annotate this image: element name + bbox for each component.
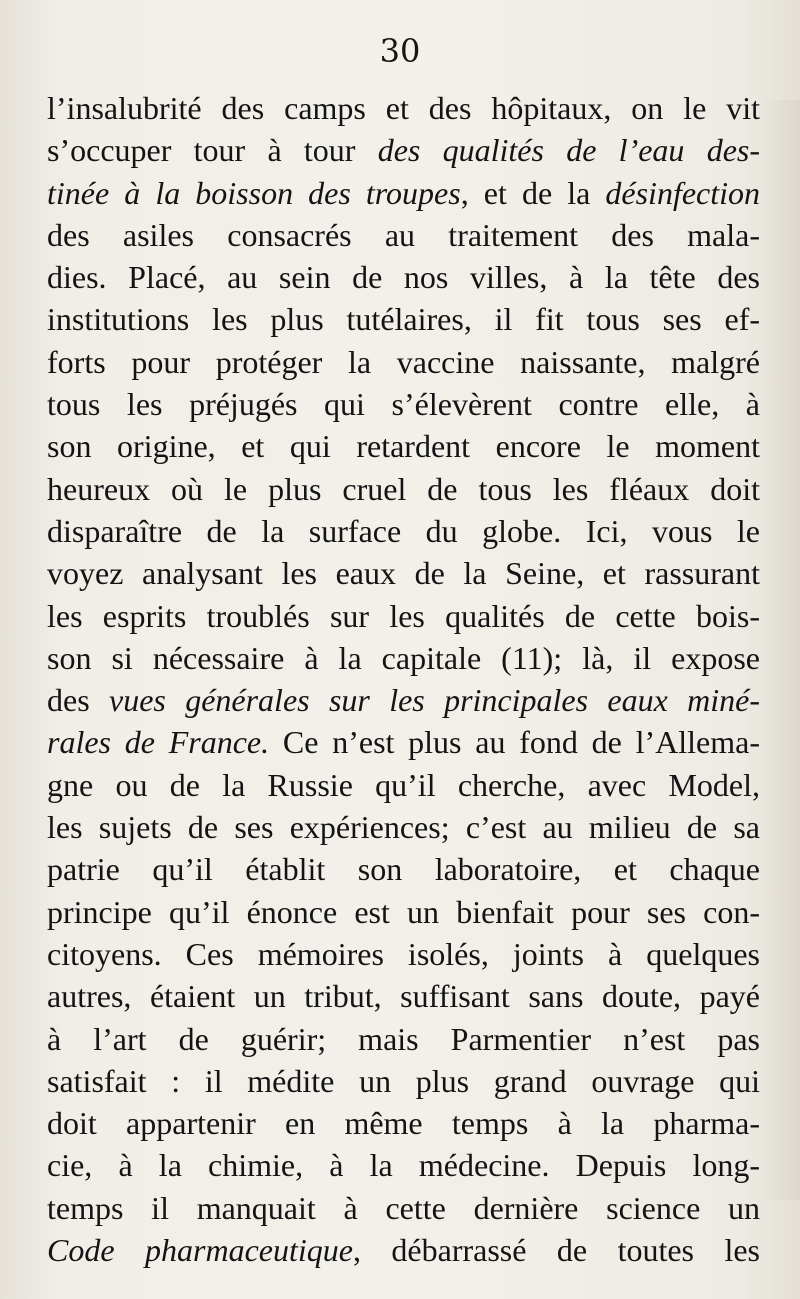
text-line [47,679,760,721]
text-line [47,129,760,171]
text-line [47,1187,760,1229]
italic-text: rales de France. [47,724,270,761]
text-line [47,1102,760,1144]
text-line [47,764,760,806]
text-line [47,933,760,975]
text-segment: , et de la [460,174,606,211]
text-segment: son origine, et qui retardent encore le moment [47,428,760,465]
italic-text: désinfection [605,174,761,211]
text-line [47,721,760,763]
text-line [47,510,760,552]
body-text [47,87,760,1271]
text-segment: , débarrassé de toutes les [352,1232,761,1269]
text-segment: satisfait : il médite un plus grand ouvrage qui [47,1062,760,1099]
italic-text: des qualités de l’eau des- [377,132,761,169]
text-line [47,214,760,256]
text-segment: principe qu’il énonce est un bienfait pour ses con- [47,893,760,930]
text-segment: s’occuper tour à tour [47,132,378,169]
text-line [47,172,760,214]
text-segment: des asiles consacrés au traitement des mala- [47,216,760,253]
text-line [47,425,760,467]
text-line [47,975,760,1017]
text-segment: disparaître de la surface du globe. Ici, vous le [47,512,760,549]
text-segment: institutions les plus tutélaires, il fit tous ses ef- [47,301,760,338]
text-segment: des [47,682,109,719]
text-segment: citoyens. Ces mémoires isolés, joints à quelques [47,935,760,972]
text-segment: forts pour protéger la vaccine naissante, malgré [47,343,760,380]
text-segment: autres, étaient un tribut, suffisant sans doute, payé [47,978,760,1015]
text-line [47,1144,760,1186]
text-segment: heureux où le plus cruel de tous les fléaux doit [47,470,760,507]
text-segment: tous les préjugés qui s’élevèrent contre elle, à [47,386,760,423]
text-segment: à l’art de guérir; mais Parmentier n’est pas [47,1020,760,1057]
page-edge-shadow [760,100,800,1200]
text-line [47,595,760,637]
text-line [47,891,760,933]
text-line [47,1018,760,1060]
text-line [47,341,760,383]
text-segment: les esprits troublés sur les qualités de cette bois- [47,597,760,634]
text-line [47,637,760,679]
text-segment: les sujets de ses expériences; c’est au milieu de sa [47,809,760,846]
page-number: 30 [379,32,421,70]
italic-text: tinée à la boisson des troupes [47,174,461,211]
text-segment: patrie qu’il établit son laboratoire, et chaque [47,851,760,888]
text-segment: l’insalubrité des camps et des hôpitaux, on le vit [47,90,760,126]
text-line [47,298,760,340]
text-line [47,552,760,594]
text-line [47,848,760,890]
text-line [47,383,760,425]
text-line [47,1229,760,1271]
text-segment: cie, à la chimie, à la médecine. Depuis long- [47,1147,760,1184]
italic-text: Code pharmaceutique [47,1232,353,1269]
text-segment: voyez analysant les eaux de la Seine, et rassurant [47,555,760,592]
text-line [47,256,760,298]
text-segment: Ce n’est plus au fond de l’Allema- [269,724,761,761]
text-segment: dies. Placé, au sein de nos villes, à la tête des [47,259,760,296]
text-segment: temps il manquait à cette dernière science un [47,1189,760,1226]
text-line [47,87,760,129]
italic-text: vues générales sur les principales eaux miné- [109,682,761,719]
text-line [47,806,760,848]
text-segment: son si nécessaire à la capitale (11); là, il expose [47,639,760,676]
text-line [47,1060,760,1102]
text-line [47,468,760,510]
text-segment: doit appartenir en même temps à la pharma- [47,1105,760,1142]
text-segment: gne ou de la Russie qu’il cherche, avec Model, [47,766,760,803]
